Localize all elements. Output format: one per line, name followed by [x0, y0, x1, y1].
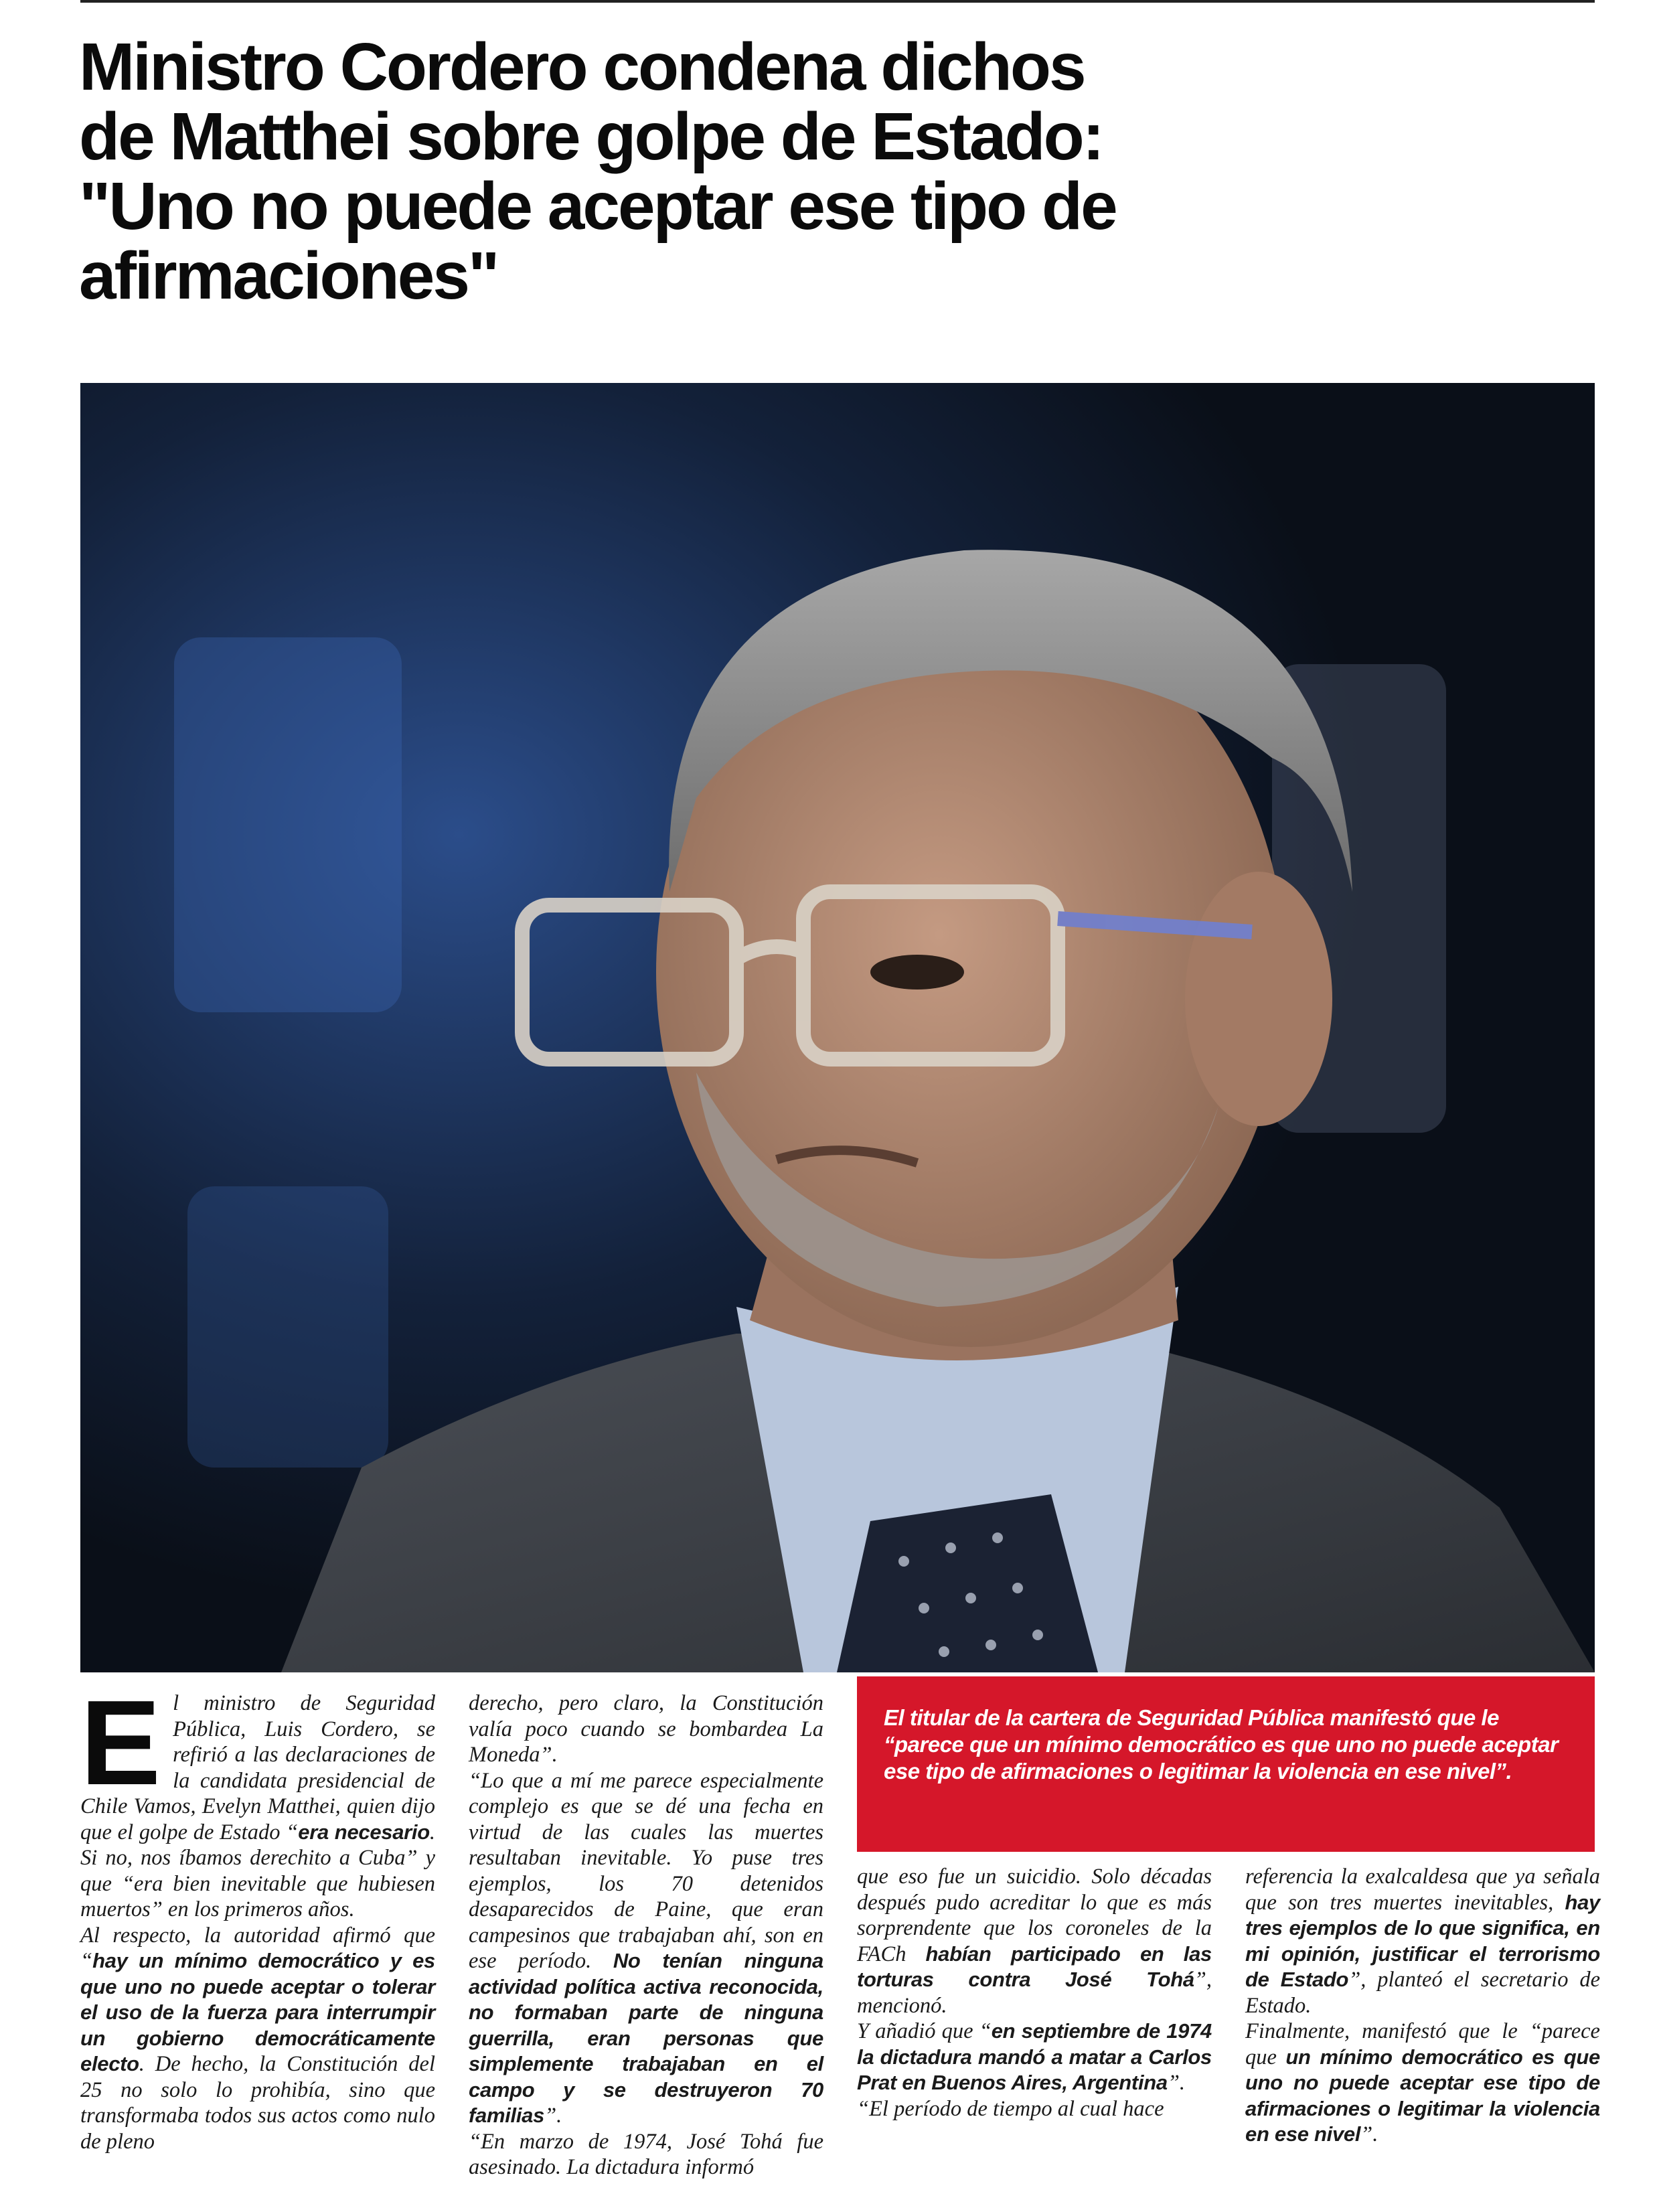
bold-run: hay un mínimo democrático y es que uno no puede aceptar o tolerar el uso de la fuerza para interrumpir un gobierno democráticamente electo — [80, 1949, 435, 2075]
text-run: l ministro de Seguridad Pública, Luis Cordero, se refirió a las declaraciones de la candidata presidencial de Chile Vamos, Evelyn Matthei, quien dijo que el golpe de Estado “ — [80, 1691, 435, 1844]
bold-run: No tenían ninguna actividad política activa reconocida, no formaban parte de ninguna guerrilla, eran personas que simplemente trabajaban en el campo y se destruyeron 70 familias — [469, 1949, 823, 2127]
portrait-illustration — [80, 383, 1595, 1672]
headline-line-3: "Uno no puede aceptar ese tipo de — [79, 169, 1116, 244]
bold-run: un mínimo democrático es que uno no puede aceptar ese tipo de afirmaciones o legitimar la violencia en ese nivel — [1245, 2045, 1600, 2146]
paragraph — [80, 1923, 435, 2155]
text-run: referencia la exalcaldesa que ya señala que son tres muertes inevitables, — [1245, 1865, 1600, 1915]
bold-run: era necesario — [298, 1820, 430, 1844]
body-column-4 — [1245, 1864, 1600, 2148]
headline-line-1: Ministro Cordero condena dichos — [79, 29, 1085, 104]
paragraph — [857, 1864, 1212, 2019]
bold-run: hay tres ejemplos de lo que significa, en mi opinión, justificar el terrorismo de Estado — [1245, 1890, 1600, 1991]
text-run: . Si no, nos íbamos derechito a Cuba” y que “era bien inevitable que hubiesen muertos” en los primeros años. — [80, 1820, 435, 1921]
text-run: ”. — [544, 2104, 562, 2128]
paragraph: “En marzo de 1974, José Tohá fue asesinado. La dictadura informó — [469, 2129, 823, 2179]
headline — [79, 29, 1605, 313]
paragraph: “El período de tiempo al cual hace — [857, 2096, 1164, 2121]
text-run: Al respecto, la autoridad afirmó que “ — [80, 1923, 435, 1973]
text-run: que eso fue un suicidio. Solo décadas después pudo acreditar lo que es más sorprendente que los coroneles de la FACh — [857, 1865, 1212, 1966]
paragraph — [1245, 2019, 1600, 2148]
text-run: Y añadió que “ — [857, 2019, 992, 2043]
body-column-3 — [857, 1864, 1212, 2122]
body-column-2 — [469, 1690, 823, 2181]
text-run: ”. — [1167, 2071, 1186, 2095]
text-run: ”, planteó el secretario de Estado. — [1245, 1968, 1600, 2018]
portrait-photo — [80, 383, 1595, 1672]
pull-quote-box — [857, 1676, 1595, 1852]
paragraph — [1245, 1864, 1600, 2019]
text-run: . De hecho, la Constitución del 25 no solo lo prohibía, sino que transformaba todos sus actos como nulo de pleno — [80, 2052, 435, 2154]
text-run: “Lo que a mí me parece especialmente complejo es que se dé una fecha en virtud de las cuales las muertes resultaban inevitable. Yo puse tres ejemplos, los 70 detenidos desaparecidos de Paine, que eran campesinos que trabajaban ahí, son en ese período. — [469, 1768, 823, 1973]
body-column-1 — [80, 1676, 435, 2154]
top-rule — [80, 0, 1595, 3]
text-run: ”. — [1360, 2122, 1378, 2146]
paragraph — [469, 1768, 823, 2129]
headline-line-4: afirmaciones" — [79, 238, 498, 313]
bold-run: en septiembre de 1974 la dictadura mandó a matar a Carlos Prat en Buenos Aires, Argentina — [857, 2019, 1212, 2094]
pull-quote-text: El titular de la cartera de Seguridad Pública manifestó que le “parece que un mínimo democrático es que uno no puede aceptar ese tipo de afirmaciones o legitimar la violencia en ese nivel”. — [884, 1705, 1559, 1784]
paragraph — [80, 1676, 435, 1923]
bold-run: habían participado en las torturas contra José Tohá — [857, 1942, 1212, 1991]
text-run: ”, mencionó. — [857, 1968, 1212, 2018]
headline-line-2: de Matthei sobre golpe de Estado: — [79, 99, 1103, 174]
text-run: Finalmente, manifestó que le “parece que — [1245, 2019, 1600, 2069]
drop-cap: E — [80, 1676, 161, 1810]
paragraph — [857, 2019, 1212, 2096]
paragraph: derecho, pero claro, la Constitución valía poco cuando se bombardea La Moneda”. — [469, 1691, 823, 1767]
